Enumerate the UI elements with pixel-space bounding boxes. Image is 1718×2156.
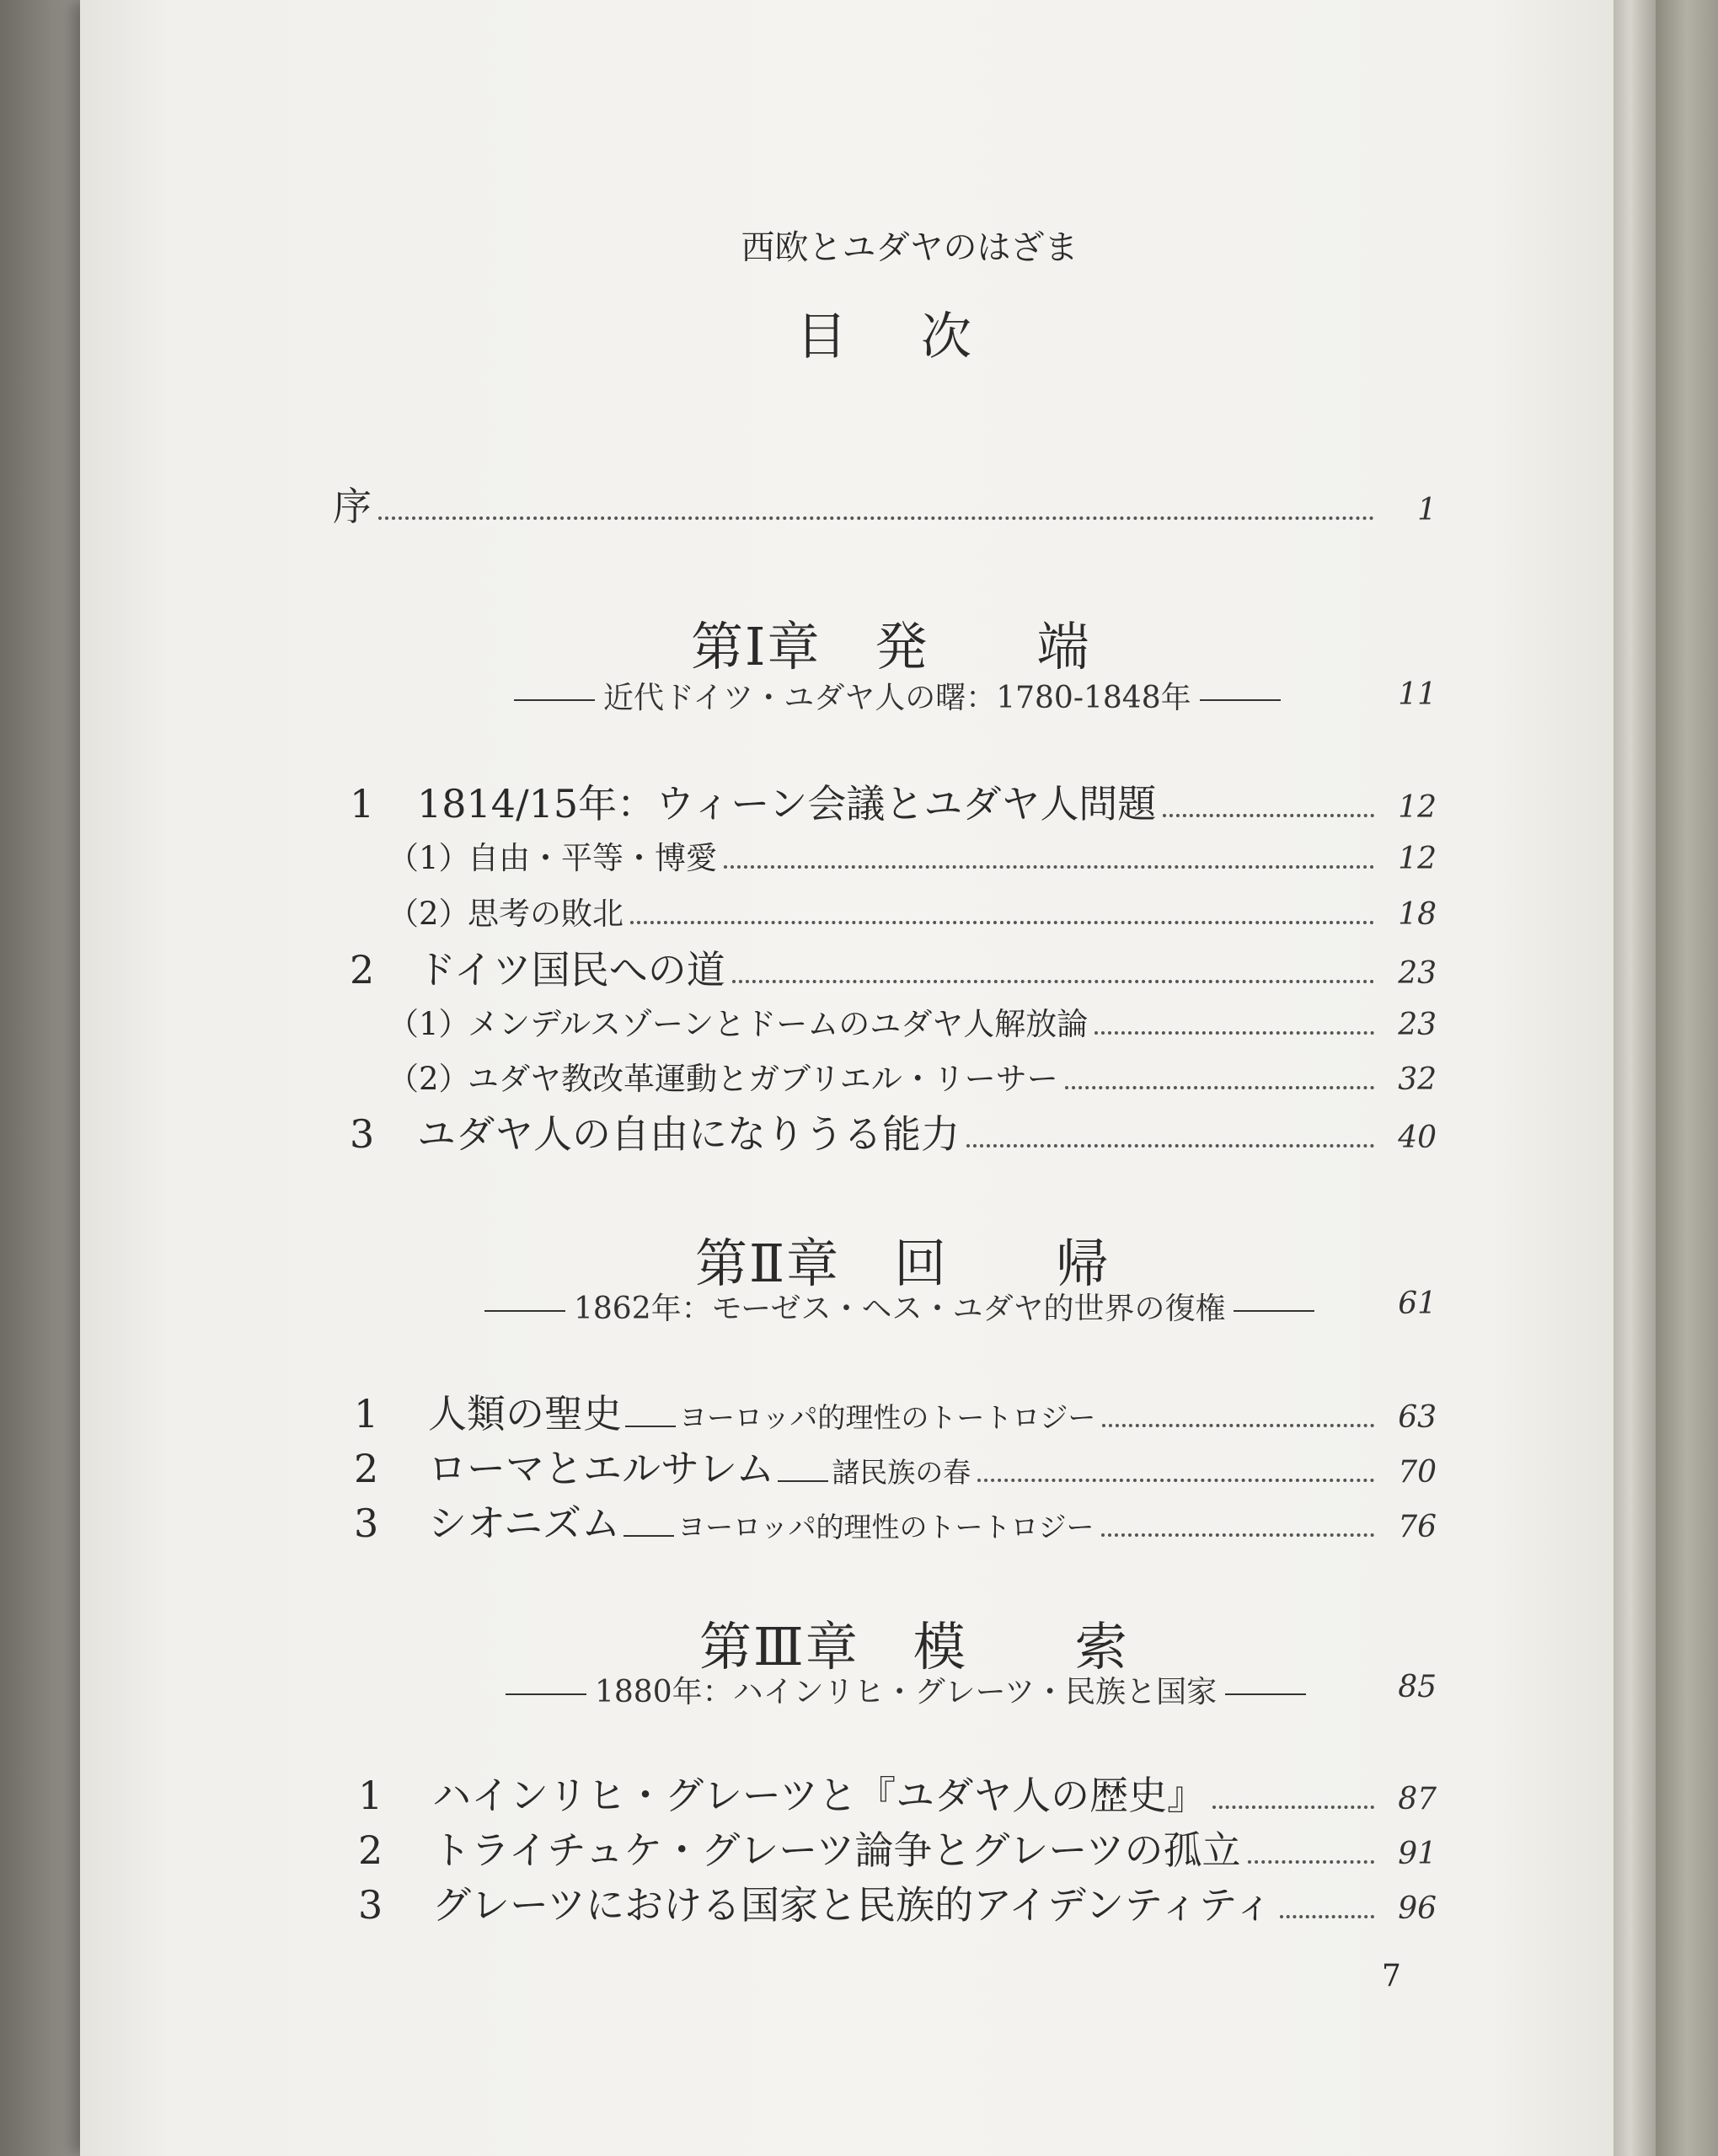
chapter-page: 85 [1398, 1670, 1437, 1704]
toc-entry: 1 ハインリヒ・グレーツと『ユダヤ人の歴史』 87 [358, 1773, 1437, 1818]
toc-entry: （1） 自由・平等・博愛 12 [388, 840, 1437, 876]
dot-leader [378, 516, 1374, 520]
chapter-page: 61 [1398, 1287, 1437, 1321]
chapter-subtitle: 近代ドイツ・ユダヤ人の曙：1780-1848年 [506, 674, 1289, 717]
chapter-title: 第Ⅲ章 模 索 [699, 1616, 1129, 1677]
chapter-title: 第Ⅱ章 回 帰 [695, 1233, 1111, 1294]
toc-entry: 3 グレーツにおける国家と民族的アイデンティティ 96 [358, 1882, 1437, 1928]
page-number-footer: 7 [1382, 1959, 1401, 1993]
toc-entry-preface [333, 476, 1437, 532]
toc-entry: 3 シオニズム ヨーロッパ的理性のトートロジー 76 [354, 1501, 1437, 1546]
toc-entry: （1） メンデルスゾーンとドームのユダヤ人解放論 23 [388, 1006, 1437, 1042]
preface-label: 序 [333, 484, 372, 529]
book-title: 西欧とユダヤのはざま [741, 228, 1078, 267]
page-number: 1 [1417, 493, 1437, 527]
toc-entry: （2） 思考の敗北 18 [388, 896, 1437, 932]
toc-entry: 2 ドイツ国民への道 23 [350, 947, 1437, 992]
toc-entry: 2 トライチュケ・グレーツ論争とグレーツの孤立 91 [358, 1827, 1437, 1873]
book-cover-edge [1656, 0, 1718, 2156]
toc-entry: 3 ユダヤ人の自由になりうる能力 40 [350, 1111, 1437, 1157]
toc-heading: 目次 [796, 308, 1046, 366]
chapter-subtitle: 1880年：ハインリヒ・グレーツ・民族と国家 [497, 1668, 1314, 1711]
page-edge [1614, 0, 1656, 2156]
toc-entry: 2 ローマとエルサレム 諸民族の春 70 [354, 1446, 1437, 1491]
toc-entry: （2） ユダヤ教改革運動とガブリエル・リーサー 32 [388, 1061, 1437, 1097]
chapter-page: 11 [1398, 677, 1437, 712]
toc-entry: 1 1814/15年：ウィーン会議とユダヤ人問題 12 [350, 781, 1437, 827]
chapter-subtitle: 1862年：モーゼス・ヘス・ユダヤ的世界の復権 [476, 1285, 1323, 1328]
chapter-title: 第Ⅰ章 発 端 [691, 616, 1091, 677]
toc-entry: 1 人類の聖史 ヨーロッパ的理性のトートロジー 63 [354, 1391, 1437, 1436]
